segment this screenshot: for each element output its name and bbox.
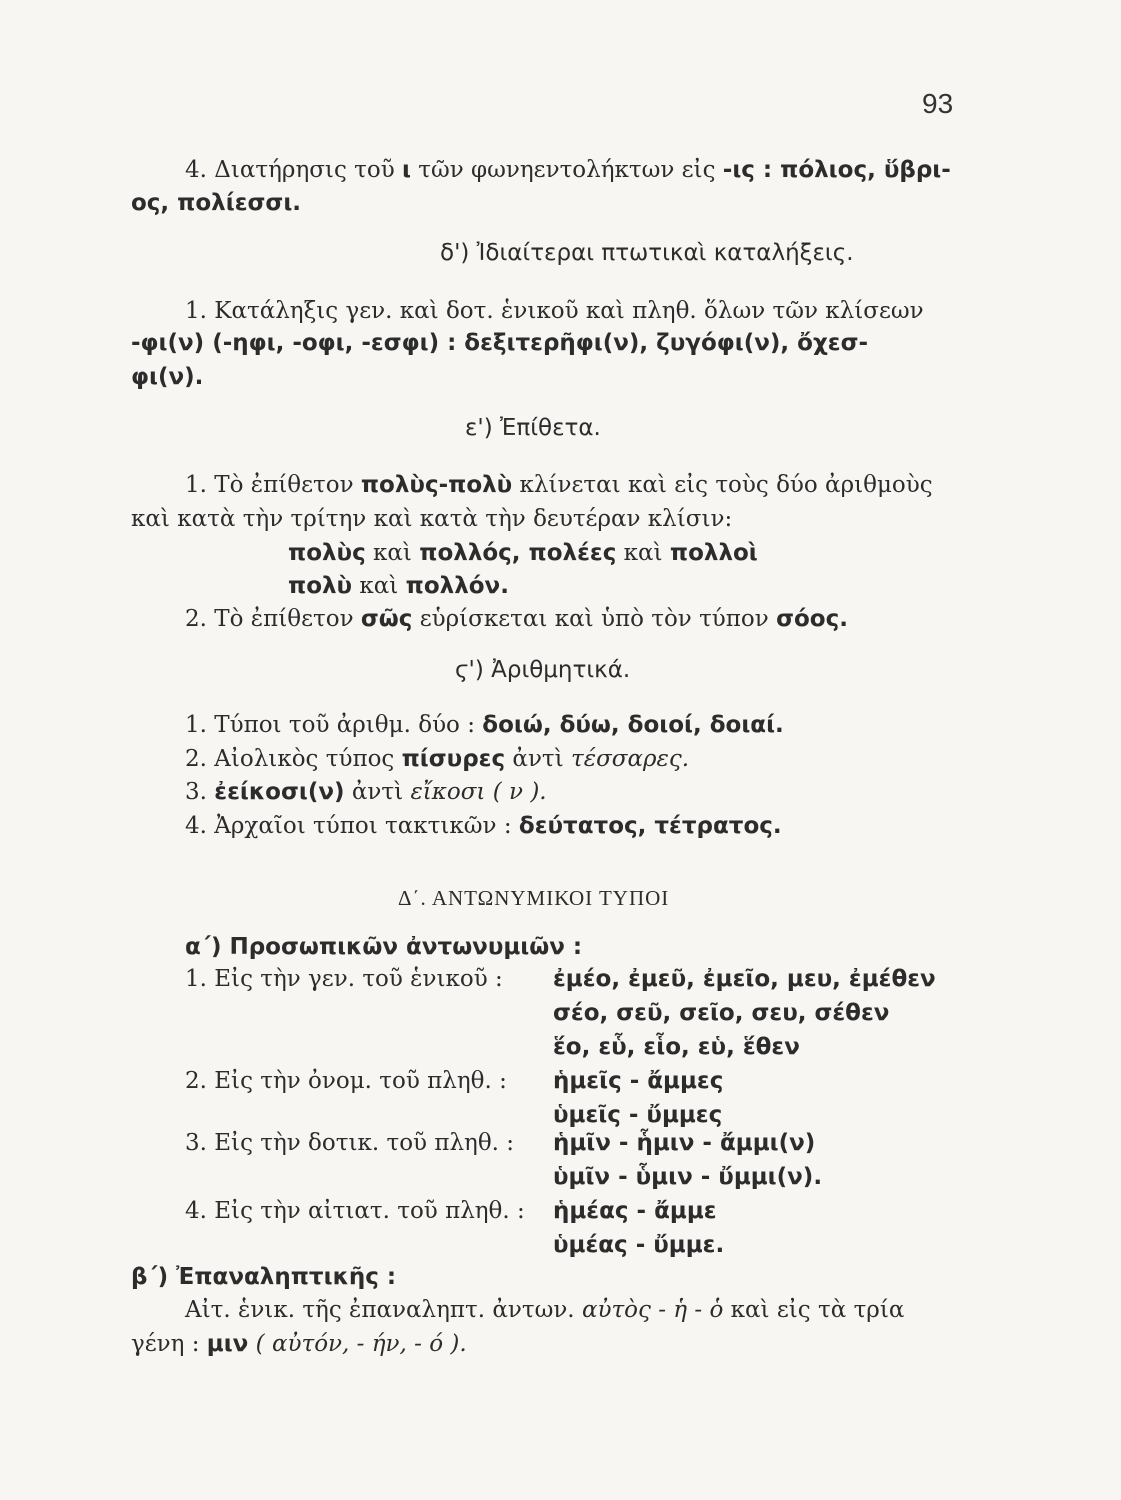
pronoun-form: σέο, σεῦ, σεῖο, σευ, σέθεν — [553, 1000, 890, 1026]
num2-mid: ἀντὶ — [505, 746, 571, 772]
numerals-heading: ϛ') Ἀριθμητικά. — [455, 657, 631, 683]
adjectives-heading: ε') Ἐπίθετα. — [465, 415, 601, 441]
polys-form-a: πολὺς — [288, 540, 366, 566]
poly-form-b: πολλόν. — [405, 573, 509, 599]
num3-italic: εἴκοσι ( ν ). — [410, 779, 547, 805]
num3-form: ἐείκοσι(ν) — [214, 779, 345, 805]
adjectives-item2 — [185, 604, 848, 634]
pronoun-row-label: 2. Εἰς τὴν ὀνομ. τοῦ πληθ. : — [185, 1068, 507, 1094]
adj2-text: 2. Τὸ ἐπίθετον — [185, 606, 361, 632]
adj-polys: πολὺς-πολὺ — [360, 472, 513, 498]
num2-form: πίσυρες — [401, 746, 506, 772]
num4-text: 4. Ἀρχαῖοι τύποι τακτικῶν : — [185, 813, 519, 839]
page-number: 93 — [922, 88, 954, 119]
pronoun-form: ἐμέο, ἐμεῦ, ἐμεῖο, μευ, ἐμέθεν — [553, 966, 936, 992]
adj-text: 1. Τὸ ἐπίθετον — [185, 472, 361, 498]
adjectives-item1-line2: καὶ κατὰ τὴν τρίτην καὶ κατὰ τὴν δευτέραν κλίσιν: — [131, 506, 733, 532]
numerals-item2 — [185, 744, 689, 774]
case-endings-heading: δ') Ἰδιαίτεραι πτωτικαὶ καταλήξεις. — [440, 240, 854, 266]
iota-letter: ι — [402, 157, 411, 183]
case-endings-forms-end: φι(ν). — [131, 364, 204, 390]
retention-text: 4. Διατήρησις τοῦ — [185, 157, 402, 183]
polys-forms-line1 — [288, 538, 758, 568]
pronoun-row-label: 1. Εἰς τὴν γεν. τοῦ ἑνικοῦ : — [185, 966, 503, 992]
personal-pronouns-heading: α΄) Προσωπικῶν ἀντωνυμιῶν : — [185, 934, 583, 960]
poly-form-a: πολὺ — [288, 573, 353, 599]
polys-form-b: πολλός, πολέες — [419, 540, 617, 566]
num3-text: 3. — [185, 779, 215, 805]
numerals-item3 — [185, 777, 547, 807]
kai-word: καὶ — [616, 540, 670, 566]
pronoun-section-title: Δ΄. ΑΝΤΩΝΥΜΙΚΟΙ ΤΥΠΟΙ — [398, 886, 670, 910]
retention-item-line1 — [185, 155, 951, 185]
rep-rest: καὶ εἰς τὰ τρία — [723, 1297, 905, 1323]
rep-text: Αἰτ. ἑνικ. τῆς ἐπαναληπτ. ἀντων. — [185, 1297, 582, 1323]
retention-item-line2: ος, πολίεσσι. — [131, 190, 302, 216]
pronoun-form: ἡμῖν - ἧμιν - ἄμμι(ν) — [553, 1130, 816, 1156]
rep2-text: γένη : — [131, 1331, 207, 1357]
num4-forms: δεύτατος, τέτρατος. — [518, 813, 782, 839]
pronoun-form: ὑμεῖς - ὔμμες — [553, 1102, 723, 1128]
pronoun-form: ὑμέας - ὔμμε. — [553, 1232, 725, 1258]
num2-text: 2. Αἰολικὸς τύπος — [185, 746, 402, 772]
pronoun-form: ἡμεῖς - ἄμμες — [553, 1068, 724, 1094]
num3-mid: ἀντὶ — [344, 779, 411, 805]
adj-text-rest: κλίνεται καὶ εἰς τοὺς δύο ἀριθμοὺς — [512, 472, 933, 498]
rep2-min: μιν — [206, 1331, 249, 1357]
kai-word: καὶ — [352, 573, 406, 599]
num2-italic: τέσσαρες. — [571, 746, 690, 772]
adj-sos: σῶς — [360, 606, 413, 632]
adj2-text-mid: εὑρίσκεται καὶ ὑπὸ τὸν τύπον — [412, 606, 777, 632]
rep2-italic: ( αὐτόν, - ήν, - ό ). — [248, 1331, 467, 1357]
num1-text: 1. Τύποι τοῦ ἀριθμ. δύο : — [185, 712, 483, 738]
numerals-item4 — [185, 811, 782, 841]
pronoun-form: ἕο, εὗ, εἷο, εὑ, ἕθεν — [553, 1034, 800, 1060]
pronoun-row-label: 3. Εἰς τὴν δοτικ. τοῦ πληθ. : — [185, 1130, 515, 1156]
repetitive-pronoun-heading: β΄) Ἐπαναληπτικῆς : — [131, 1264, 397, 1290]
pronoun-form: ὑμῖν - ὗμιν - ὔμμι(ν). — [553, 1164, 823, 1190]
adjectives-item1 — [185, 470, 933, 500]
rep-italic: αὐτὸς - ἡ - ὁ — [581, 1297, 724, 1323]
retention-text-mid: τῶν φωνηεντολήκτων εἰς — [410, 157, 723, 183]
adj-soos: σόος. — [776, 606, 848, 632]
polys-forms-line2 — [288, 571, 509, 601]
repetitive-line2 — [131, 1329, 467, 1359]
pronoun-form: ἡμέας - ἄμμε — [553, 1198, 717, 1224]
case-endings-forms: -φι(ν) (-ηφι, -οφι, -εσφι) : δεξιτερῆφι(ν), ζυγόφι(ν), ὄχεσ- — [131, 330, 869, 356]
repetitive-line1 — [185, 1295, 904, 1325]
kai-word: καὶ — [365, 540, 420, 566]
num1-forms: δοιώ, δύω, δοιοί, δοιαί. — [482, 712, 784, 738]
numerals-item1 — [185, 710, 784, 740]
pronoun-row-label: 4. Εἰς τὴν αἰτιατ. τοῦ πληθ. : — [185, 1198, 525, 1224]
retention-examples: -ις : πόλιος, ὕβρι- — [722, 157, 951, 183]
polys-form-c: πολλοὶ — [669, 540, 758, 566]
case-endings-item1: 1. Κατάληξις γεν. καὶ δοτ. ἑνικοῦ καὶ πληθ. ὅλων τῶν κλίσεων — [185, 298, 924, 324]
